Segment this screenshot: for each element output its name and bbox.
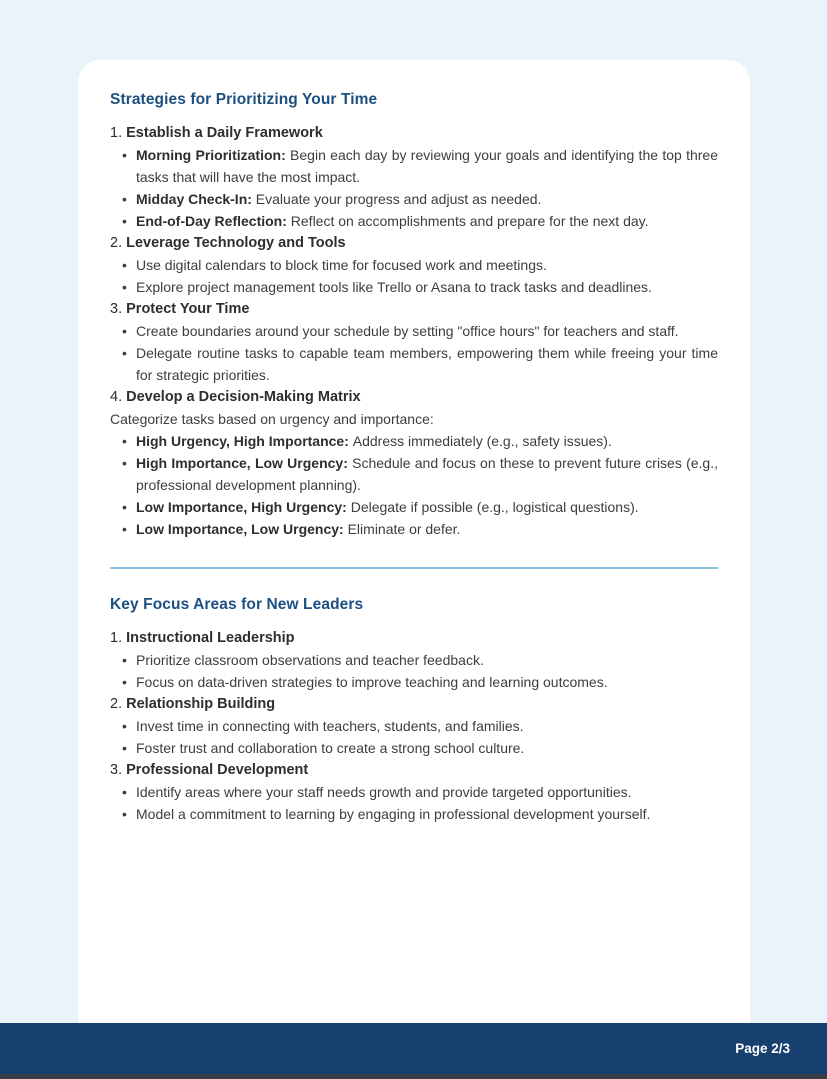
document-content [110,90,718,825]
item-title-text: Leverage Technology and Tools [126,235,346,251]
bullet-list [110,649,718,693]
item-title-text: Instructional Leadership [126,630,295,646]
bullet-item: • End-of-Day Reflection: Reflect on accomplishments and prepare for the next day. [110,210,718,232]
bullet-item: • Low Importance, High Urgency: Delegate if possible (e.g., logistical questions). [110,496,718,518]
bullet-list [110,430,718,540]
item-number: 1. [110,630,127,646]
item-number: 2. [110,696,127,712]
numbered-item-heading [110,759,718,781]
section-divider [110,567,718,569]
numbered-item-heading [110,386,718,408]
item-title-text: Relationship Building [126,696,276,712]
item-number: 4. [110,389,127,405]
bullet-lead: Morning Prioritization: [136,147,291,163]
item-title-text: Protect Your Time [126,301,250,317]
bullet-item: • Use digital calendars to block time for focused work and meetings. [110,254,718,276]
section-title: Strategies for Prioritizing Your Time [110,91,378,108]
section-title: Key Focus Areas for New Leaders [110,596,364,613]
bullet-lead: Low Importance, Low Urgency: [136,521,348,537]
bullet-item: • Delegate routine tasks to capable team members, empowering them while freeing your time for strategic priorities. [110,342,718,386]
bullet-item: • High Importance, Low Urgency: Schedule and focus on these to prevent future crises (e.g., professional development planning). [110,452,718,496]
item-intro: Categorize tasks based on urgency and importance: [110,411,434,427]
bullet-lead: End-of-Day Reflection: [136,213,291,229]
bullet-item: • Explore project management tools like Trello or Asana to track tasks and deadlines. [110,276,718,298]
bullet-item: • Identify areas where your staff needs growth and provide targeted opportunities. [110,781,718,803]
numbered-item-heading [110,627,718,649]
bullet-item: • High Urgency, High Importance: Address immediately (e.g., safety issues). [110,430,718,452]
bullet-list [110,781,718,825]
item-title-text: Develop a Decision-Making Matrix [126,389,361,405]
numbered-item-heading [110,122,718,144]
bullet-item: • Morning Prioritization: Begin each day by reviewing your goals and identifying the top three tasks that will have the most impact. [110,144,718,188]
bullet-item: • Focus on data-driven strategies to improve teaching and learning outcomes. [110,671,718,693]
bullet-item: • Foster trust and collaboration to create a strong school culture. [110,737,718,759]
page-number: Page 2/3 [735,1041,790,1056]
bullet-list [110,715,718,759]
bullet-item: • Midday Check-In: Evaluate your progress and adjust as needed. [110,188,718,210]
item-number: 3. [110,762,127,778]
bullet-item: • Invest time in connecting with teachers, students, and families. [110,715,718,737]
bullet-list [110,320,718,386]
item-title-text: Establish a Daily Framework [126,125,323,141]
bullet-item: • Prioritize classroom observations and teacher feedback. [110,649,718,671]
numbered-item-heading [110,232,718,254]
item-title-text: Professional Development [126,762,309,778]
bullet-item: • Create boundaries around your schedule by setting "office hours" for teachers and staff. [110,320,718,342]
page-footer [0,1023,827,1074]
bullet-list [110,254,718,298]
item-number: 3. [110,301,127,317]
item-number: 1. [110,125,127,141]
bullet-lead: High Importance, Low Urgency: [136,455,353,471]
bullet-lead: Low Importance, High Urgency: [136,499,351,515]
bottom-edge [0,1074,827,1079]
numbered-item-heading [110,693,718,715]
bullet-lead: Midday Check-In: [136,191,256,207]
bullet-lead: High Urgency, High Importance: [136,433,353,449]
document-card [78,60,750,1023]
bullet-list [110,144,718,232]
numbered-item-heading [110,298,718,320]
bullet-item: • Low Importance, Low Urgency: Eliminate or defer. [110,518,718,540]
item-number: 2. [110,235,127,251]
bullet-item: • Model a commitment to learning by engaging in professional development yourself. [110,803,718,825]
